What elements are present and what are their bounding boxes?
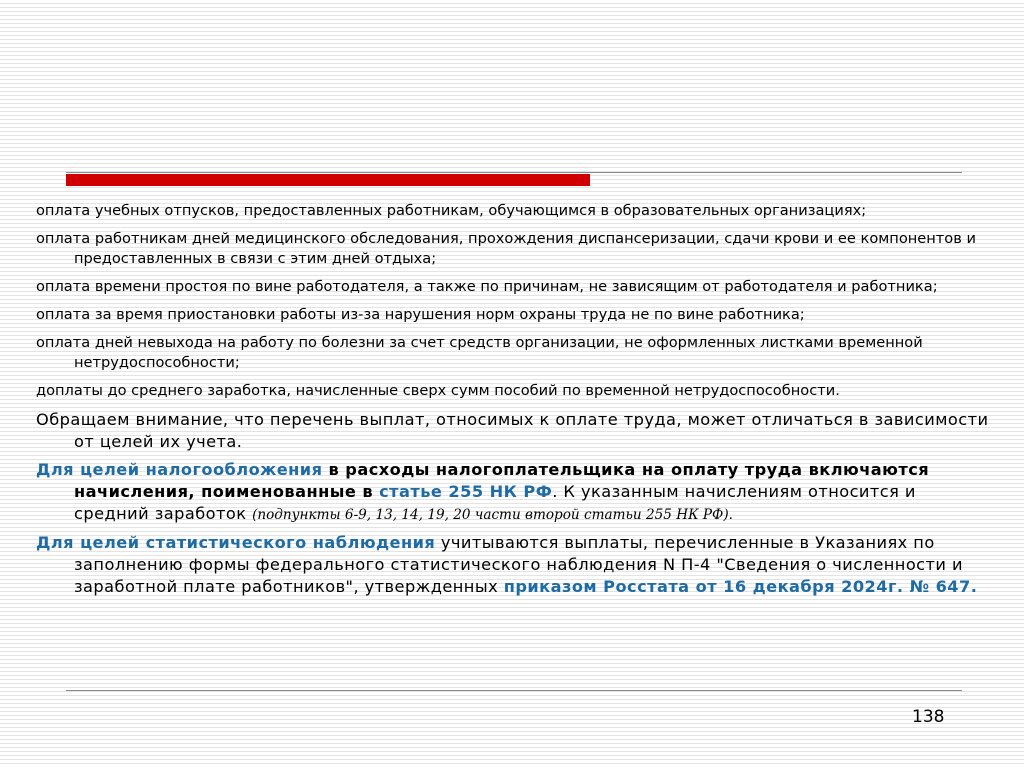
article-255-link[interactable]: статье 255 НК РФ [379, 482, 553, 501]
tax-reference: (подпункты 6-9, 13, 14, 19, 20 части второй статьи 255 НК РФ). [252, 507, 733, 523]
tax-text: в расходы налогоплательщика на оплату труда включаются начисления, поименованные в [74, 460, 930, 501]
tax-purpose-label: Для целей налогообложения [36, 460, 323, 479]
list-item: оплата дней невыхода на работу по болезни за счет средств организации, не оформленных листками временной нетрудоспособности; [36, 334, 923, 371]
statistics-purpose-label: Для целей статистического наблюдения [36, 533, 436, 552]
red-accent-bar [66, 174, 590, 186]
top-divider [66, 172, 962, 173]
list-item: оплата за время приостановки работы из-за нарушения норм охраны труда не по вине работника; [36, 306, 805, 323]
list-item: оплата учебных отпусков, предоставленных работникам, обучающимся в образовательных организациях; [36, 202, 867, 219]
rosstat-order-link[interactable]: приказом Росстата от 16 декабря 2024г. № 647. [503, 577, 978, 596]
statistics-paragraph [36, 532, 996, 598]
list-item: доплаты до среднего заработка, начисленные сверх сумм пособий по временной нетрудоспособности. [36, 382, 840, 399]
list-item: оплата времени простоя по вине работодателя, а также по причинам, не зависящим от работодателя и работника; [36, 278, 938, 295]
tax-paragraph [36, 459, 996, 526]
slide-content [36, 201, 996, 604]
list-item: оплата работникам дней медицинского обследования, прохождения диспансеризации, сдачи крови и ее компонентов и предоставленных в связи с этим дней отдыха; [36, 230, 976, 267]
statistics-text: учитываются выплаты, перечисленные в Указаниях по заполнению формы федерального статистического наблюдения N П-4 "Сведения о численности и заработной плате работников", утвержденных [74, 533, 963, 596]
page-number: 138 [912, 707, 945, 727]
notice-paragraph: Обращаем внимание, что перечень выплат, относимых к оплате труда, может отличаться в зависимости от целей их учета. [36, 410, 989, 451]
tax-text-continued: . К указанным начислениям относится и средний заработок [74, 482, 916, 523]
bottom-divider [66, 690, 962, 691]
